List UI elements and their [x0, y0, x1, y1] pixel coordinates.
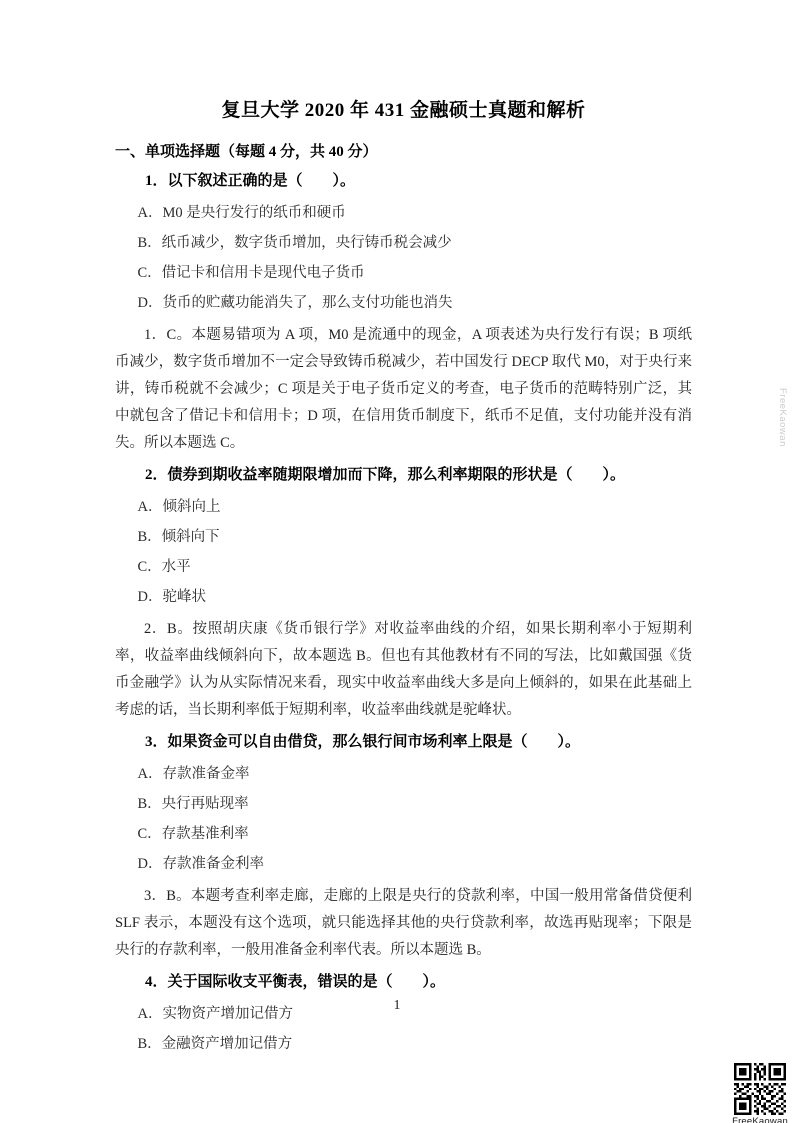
option-item: B．倾斜向下: [137, 529, 220, 545]
option-item: C．水平: [137, 559, 191, 575]
option-item: D．货币的贮藏功能消失了，那么支付功能也消失: [137, 295, 453, 311]
question-stem: 2．债券到期收益率随期限增加而下降，那么利率期限的形状是（ ）。: [145, 467, 626, 483]
option-item: C．借记卡和信用卡是现代电子货币: [137, 265, 365, 281]
option-item: A．存款准备金率: [137, 766, 250, 782]
question-block-4: [115, 972, 692, 1059]
option-item: D．驼峰状: [137, 589, 206, 605]
qr-caption: FreeKaowan: [732, 1116, 788, 1123]
option-item: B．纸币减少，数字货币增加，央行铸币税会减少: [137, 235, 452, 251]
question-block-1: [115, 171, 692, 457]
option-item: A．倾斜向上: [137, 499, 221, 515]
page-number: 1: [393, 998, 401, 1013]
question-block-2: [115, 465, 692, 724]
qr-branding: [730, 1063, 790, 1123]
qr-code-icon: [734, 1063, 786, 1115]
option-item: B．央行再贴现率: [137, 796, 249, 812]
option-item: D．存款准备金利率: [137, 856, 264, 872]
question-block-3: [115, 732, 692, 964]
question-stem: 4．关于国际收支平衡表，错误的是（ ）。: [145, 974, 446, 990]
watermark-text: FreeKaowan: [777, 388, 788, 447]
option-item: B．金融资产增加记借方: [137, 1036, 293, 1052]
answer-analysis: 3．B。本题考查利率走廊，走廊的上限是央行的贷款利率，中国一般用常备借贷便利 SLF 表示，本题没有这个选项，就只能选择其他的央行贷款利率，故选再贴现率；下限是央行的存款利率，一般用准备金利率代表。所以本题选 B。: [115, 888, 692, 958]
document-title: 复旦大学 2020 年 431 金融硕士真题和解析: [221, 100, 586, 121]
question-stem: 1．以下叙述正确的是（ ）。: [145, 173, 356, 189]
answer-analysis: 2．B。按照胡庆康《货币银行学》对收益率曲线的介绍，如果长期利率小于短期利率，收益率曲线倾斜向下，故本题选 B。但也有其他教材有不同的写法，比如戴国强《货币金融学》认为从实际情况来看，现实中收益率曲线大多是向上倾斜的，如果在此基础上考虑的话，当长期利率低于短期利率，收益率曲线就是驼峰状。: [115, 621, 692, 718]
option-item: C．存款基准利率: [137, 826, 249, 842]
question-stem: 3．如果资金可以自由借贷，那么银行间市场利率上限是（ ）。: [145, 734, 581, 750]
answer-analysis: 1．C。本题易错项为 A 项，M0 是流通中的现金，A 项表述为央行发行有误；B 项纸币减少，数字货币增加不一定会导致铸币税减少，若中国发行 DECP 取代 M0，对于央行来讲，铸币税就不会减少；C 项是关于电子货币定义的考查，电子货币的范畴特别广泛，其中就包含了借记卡和信用卡；D 项，在信用货币制度下，纸币不足值，支付功能并没有消失。所以本题选 C。: [115, 327, 692, 451]
section-heading: 一、单项选择题（每题 4 分，共 40 分）: [115, 144, 378, 160]
option-item: A．实物资产增加记借方: [137, 1006, 293, 1022]
option-item: A．M0 是央行发行的纸币和硬币: [137, 205, 346, 221]
